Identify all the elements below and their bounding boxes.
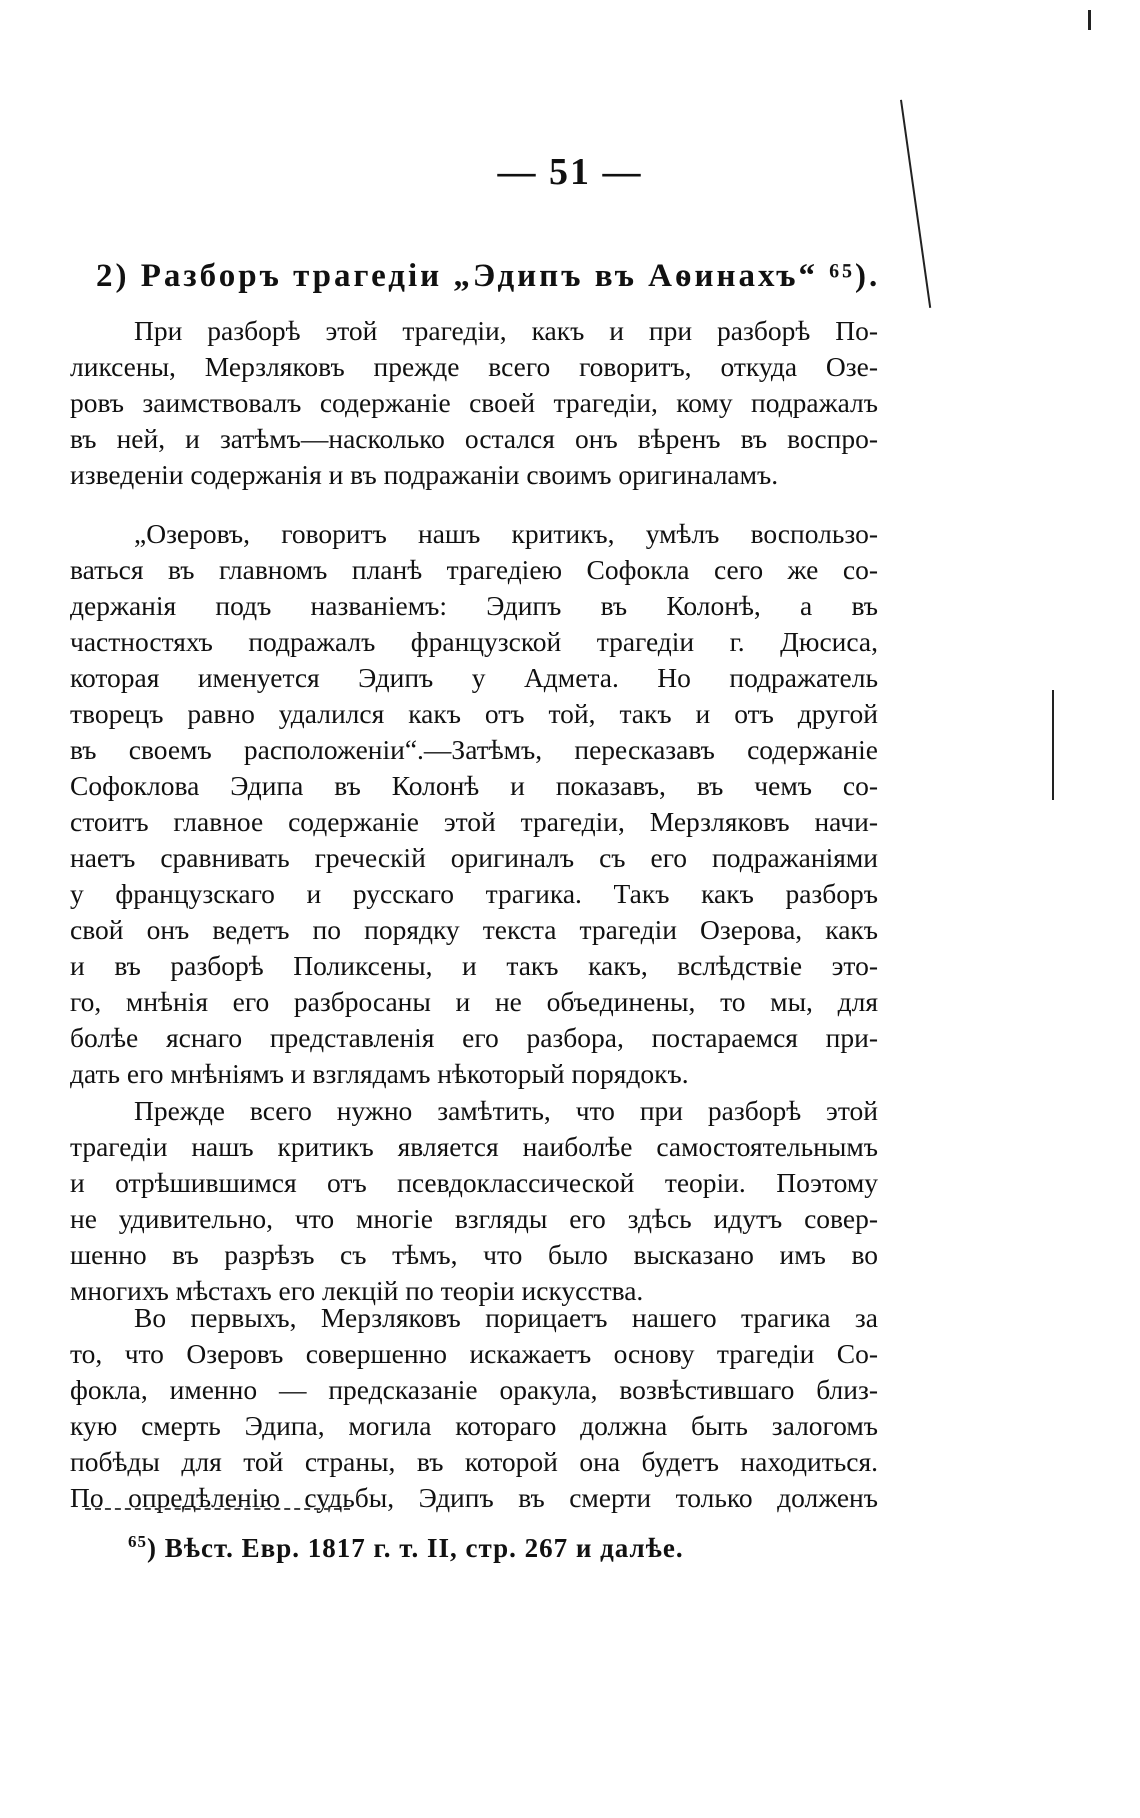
page-edge-line	[1088, 10, 1091, 30]
paragraph-1	[70, 313, 878, 493]
text-line: то, что Озеровъ совершенно искажаетъ основу трагедіи Со-	[70, 1338, 878, 1369]
text-line: Софоклова Эдипа въ Колонѣ и показавъ, въ чемъ со-	[70, 770, 878, 801]
text-line: частностяхъ подражалъ французской трагедіи г. Дюсиса,	[70, 626, 878, 657]
text-line: ваться въ главномъ планѣ трагедіею Софокла сего же со-	[70, 554, 878, 585]
text-line: „Озеровъ, говоритъ нашъ критикъ, умѣлъ воспользо-	[134, 518, 878, 549]
text-line: свой онъ ведетъ по порядку текста трагедіи Озерова, какъ	[70, 914, 878, 945]
text-line: держанія подъ названіемъ: Эдипъ въ Колонѣ, а въ	[70, 590, 878, 621]
text-line: наетъ сравнивать греческій оригиналъ съ его подражаніями	[70, 842, 878, 873]
paragraph-2	[70, 516, 878, 1092]
footnote-text: ) Вѣст. Евр. 1817 г. т. II, стр. 267 и далѣе.	[147, 1533, 684, 1563]
paragraph-3	[70, 1093, 878, 1309]
text-line: у французскаго и русскаго трагика. Такъ какъ разборъ	[70, 878, 878, 909]
footnote-separator	[85, 1508, 350, 1510]
text-line: трагедіи нашъ критикъ является наиболѣе самостоятельнымъ	[70, 1131, 878, 1162]
text-line: въ своемъ расположеніи“.—Затѣмъ, пересказавъ содержаніе	[70, 734, 878, 765]
page-number: — 51 —	[497, 151, 643, 193]
page-edge-line	[1052, 690, 1054, 800]
text-line: болѣе яснаго представленія его разбора, постараемся при-	[70, 1022, 878, 1053]
text-line: При разборѣ этой трагедіи, какъ и при разборѣ По-	[134, 315, 878, 346]
text-line: многихъ мѣстахъ его лекцій по теоріи искусства.	[70, 1275, 644, 1306]
section-heading: 2) Разборъ трагедіи „Эдипъ въ Аѳинахъ“ ⁶⁵).	[96, 258, 881, 294]
text-line: стоитъ главное содержаніе этой трагедіи, Мерзляковъ начи-	[70, 806, 878, 837]
text-line: кую смерть Эдипа, могила котораго должна быть залогомъ	[70, 1410, 878, 1441]
text-line: ровъ заимствовалъ содержаніе своей трагедіи, кому подражалъ	[70, 387, 878, 418]
paragraph-4	[70, 1300, 878, 1516]
text-line: По опредѣленію судьбы, Эдипъ въ смерти только долженъ	[70, 1482, 878, 1513]
text-line: творецъ равно удалился какъ отъ той, такъ и отъ другой	[70, 698, 878, 729]
text-line: фокла, именно — предсказаніе оракула, возвѣстившаго близ-	[70, 1374, 878, 1405]
text-line: дать его мнѣніямъ и взглядамъ нѣкоторый порядокъ.	[70, 1058, 689, 1089]
text-line: и отрѣшившимся отъ псевдоклассической теоріи. Поэтому	[70, 1167, 878, 1198]
text-line: побѣды для той страны, въ которой она будетъ находиться.	[70, 1446, 878, 1477]
text-line: ликсены, Мерзляковъ прежде всего говоритъ, откуда Озе-	[70, 351, 878, 382]
text-line: не удивительно, что многіе взгляды его здѣсь идутъ совер-	[70, 1203, 878, 1234]
text-line: Прежде всего нужно замѣтить, что при разборѣ этой	[134, 1095, 878, 1126]
text-line: въ ней, и затѣмъ—насколько остался онъ вѣренъ въ воспро-	[70, 423, 878, 454]
text-line: шенно въ разрѣзъ съ тѣмъ, что было высказано имъ во	[70, 1239, 878, 1270]
text-line: и въ разборѣ Поликсены, и такъ какъ, вслѣдствіе это-	[70, 950, 878, 981]
page-edge-line	[900, 100, 931, 308]
text-line: которая именуется Эдипъ у Адмета. Но подражатель	[70, 662, 878, 693]
text-line: го, мнѣнія его разбросаны и не объединены, то мы, для	[70, 986, 878, 1017]
footnote-marker: 65	[128, 1532, 147, 1551]
footnote	[128, 1532, 828, 1564]
text-line: Во первыхъ, Мерзляковъ порицаетъ нашего трагика за	[134, 1302, 878, 1333]
text-line: изведеніи содержанія и въ подражаніи своимъ оригиналамъ.	[70, 459, 779, 490]
